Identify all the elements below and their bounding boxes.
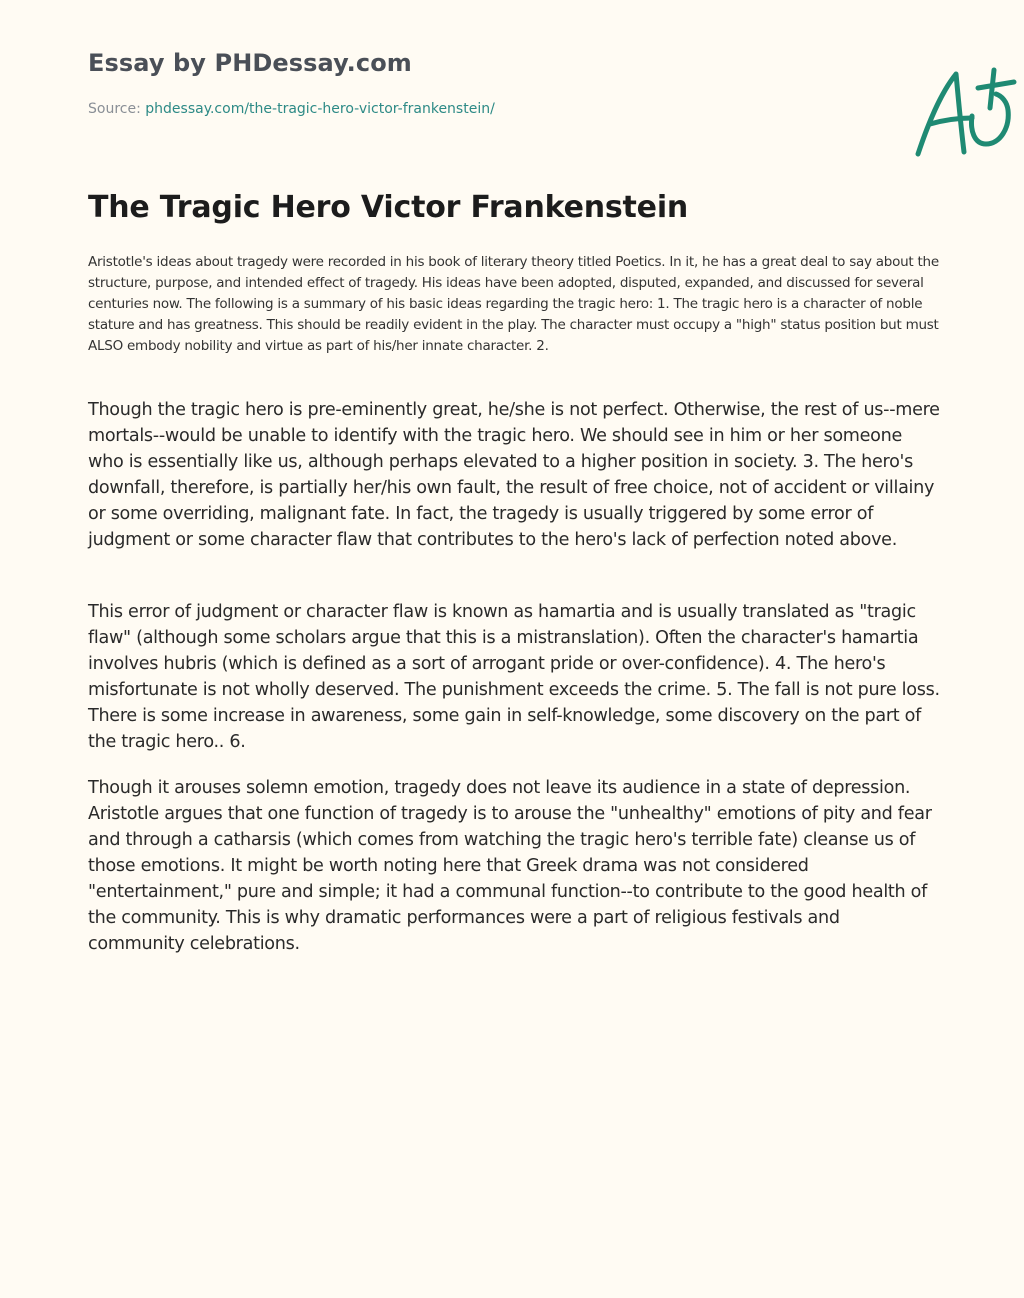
body-paragraph: This error of judgment or character flaw is known as hamartia and is usually translated as "tragic flaw" (although some scholars argue that this is a mistranslation). Often the character's hamartia involves hubris (which is defined as a sort of arrogant pride or over-confidence). 4. The hero's misfortunate is not wholly deserved. The punishment exceeds the crime. 5. The fall is not pure loss. There is some increase in awareness, some gain in self-knowledge, some discovery on the part of the tragic hero.. 6. [88, 602, 940, 752]
source-line [88, 101, 495, 117]
source-label: Source: [88, 101, 146, 117]
page-title: The Tragic Hero Victor Frankenstein [88, 190, 689, 225]
source-link[interactable]: phdessay.com/the-tragic-hero-victor-frankenstein/ [145, 101, 495, 117]
body-paragraph: Though the tragic hero is pre-eminently great, he/she is not perfect. Otherwise, the rest of us--mere mortals--would be unable to identify with the tragic hero. We should see in him or her someone who is essentially like us, although perhaps elevated to a higher position in society. 3. The hero's downfall, therefore, is partially her/his own fault, the result of free choice, not of accident or villainy or some overriding, malignant fate. In fact, the tragedy is usually triggered by some error of judgment or some character flaw that contributes to the hero's lack of perfection noted above. [88, 400, 940, 550]
intro-paragraph: Aristotle's ideas about tragedy were recorded in his book of literary theory titled Poetics. In it, he has a great deal to say about the structure, purpose, and intended effect of tragedy. His ideas have been adopted, disputed, expanded, and discussed for several centuries now. The following is a summary of his basic ideas regarding the tragic hero: 1. The tragic hero is a character of noble stature and has greatness. This should be readily evident in the play. The character must occupy a "high" status position but must ALSO embody nobility and virtue as part of his/her innate character. 2. [88, 254, 939, 354]
body-paragraph: Though it arouses solemn emotion, tragedy does not leave its audience in a state of depression. Aristotle argues that one function of tragedy is to arouse the "unhealthy" emotions of pity and fear and through a catharsis (which comes from watching the tragic hero's terrible fate) cleanse us of those emotions. It might be worth noting here that Greek drama was not considered "entertainment," pure and simple; it had a communal function--to contribute to the good health of the community. This is why dramatic performances were a part of religious festivals and community celebrations. [88, 778, 932, 954]
site-brand: Essay by PHDessay.com [88, 49, 412, 77]
a-plus-icon [914, 64, 1018, 160]
